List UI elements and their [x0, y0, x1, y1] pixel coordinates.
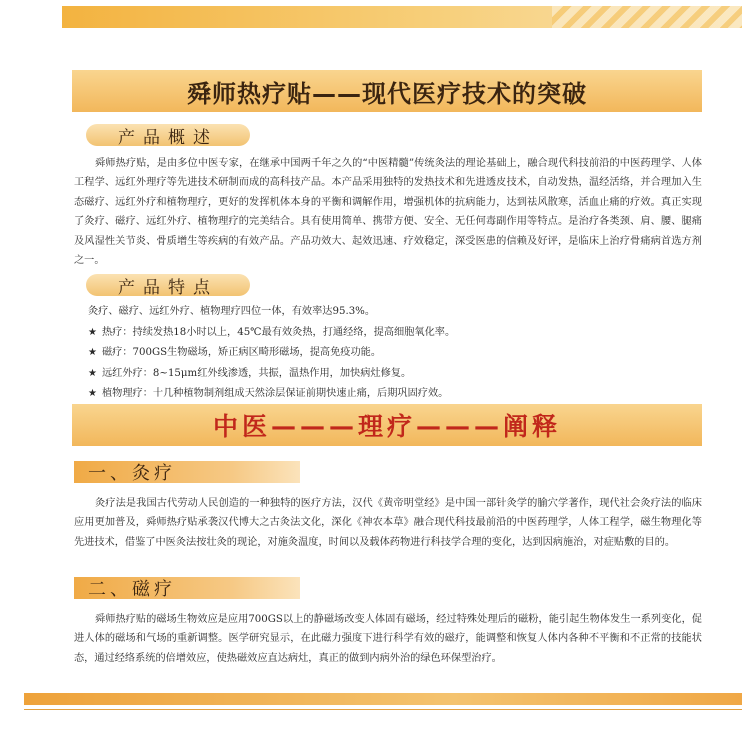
moxibustion-paragraph: 灸疗法是我国古代劳动人民创造的一种独特的医疗方法，汉代《黄帝明堂经》是中国一部针灸学的腧穴学著作，现代社会灸疗法的临床应用更加普及，舜师热疗贴承袭汉代博大之古灸法文化，深化《神农本草》融合现代科技最前沿的中医药理学，人体工程学，磁生物理化等先进技术，借鉴了中医灸法按壮灸的现论，对施灸温度，时间以及载体药物进行科技学合理的变化，达到因病施治，对症贴敷的目的。	[74, 498, 702, 548]
top-decorative-band	[62, 6, 742, 28]
bottom-decorative-band	[24, 693, 742, 705]
overview-heading: 产品概述	[86, 124, 250, 146]
star-icon: ★	[88, 347, 98, 359]
magnetic-paragraph: 舜师热疗贴的磁场生物效应是应用700GS以上的静磁场改变人体固有磁场，经过特殊处理后的磁粉，能引起生物体发生一系列变化，促进人体的磁场和气场的重新调整。医学研究显示，在此磁力强度下进行科学有效的磁疗，能调整和恢复人体内各种不平衡和不正常的技能状态，通过经络系统的倍增效应，使热磁效应直达病灶，真正的做到内病外治的绿色环保型治疗。	[74, 614, 702, 664]
star-icon: ★	[88, 388, 98, 400]
moxibustion-heading: 一、灸疗	[74, 461, 300, 483]
overview-paragraph: 舜师热疗贴，是由多位中医专家，在继承中国两千年之久的“中医精髓”传统灸法的理论基础上，融合现代科技前沿的中医药理学、人体工程学、远红外理疗等先进技术研制而成的高科技产品。本产品采用独特的发热技术和先进透皮技术，自动发热，温经活络，并合理加入生态磁疗、远红外疗和植物理疗，更好的发挥机体本身的平衡和调解作用，增强机体的抗病能力，达到祛风散寒，活血止痛的疗效。真正实现了灸疗、磁疗、远红外疗、植物理疗的完美结合。具有使用简单、携带方便、安全、无任何毒副作用等特点。是治疗各类颈、肩、腰、腿痛及风湿性关节炎、骨质增生等疾病的有效产品。产品功效大、起效迅速、疗效稳定，深受医患的信赖及好评，是临床上治疗骨痛病首选方剂之一。	[74, 158, 702, 267]
bottom-divider	[24, 709, 742, 710]
feature-item: ★ 远红外疗：8~15μm红外线渗透，共振，温热作用，加快病灶修复。	[88, 364, 688, 385]
features-intro: 灸疗、磁疗、远红外疗、植物理疗四位一体，有效率达95.3%。	[88, 306, 376, 317]
page-title: 舜师热疗贴——现代医疗技术的突破	[187, 79, 587, 108]
tcm-title: 中医———理疗———阐释	[212, 412, 561, 441]
page-title-banner	[72, 70, 702, 112]
feature-item: ★ 植物理疗：十几种植物制剂组成天然涂层保证前期快速止痛，后期巩固疗效。	[88, 384, 688, 405]
tcm-banner	[72, 404, 702, 446]
features-list	[88, 302, 688, 405]
feature-item: ★ 磁疗：700GS生物磁场，矫正病区畸形磁场，提高免疫功能。	[88, 343, 688, 364]
feature-item: ★ 热疗：持续发热18小时以上，45℃最有效灸热，打通经络，提高细胞氧化率。	[88, 323, 688, 344]
features-heading: 产品特点	[86, 274, 250, 296]
star-icon: ★	[88, 326, 98, 338]
magnetic-heading: 二、磁疗	[74, 577, 300, 599]
star-icon: ★	[88, 367, 98, 379]
